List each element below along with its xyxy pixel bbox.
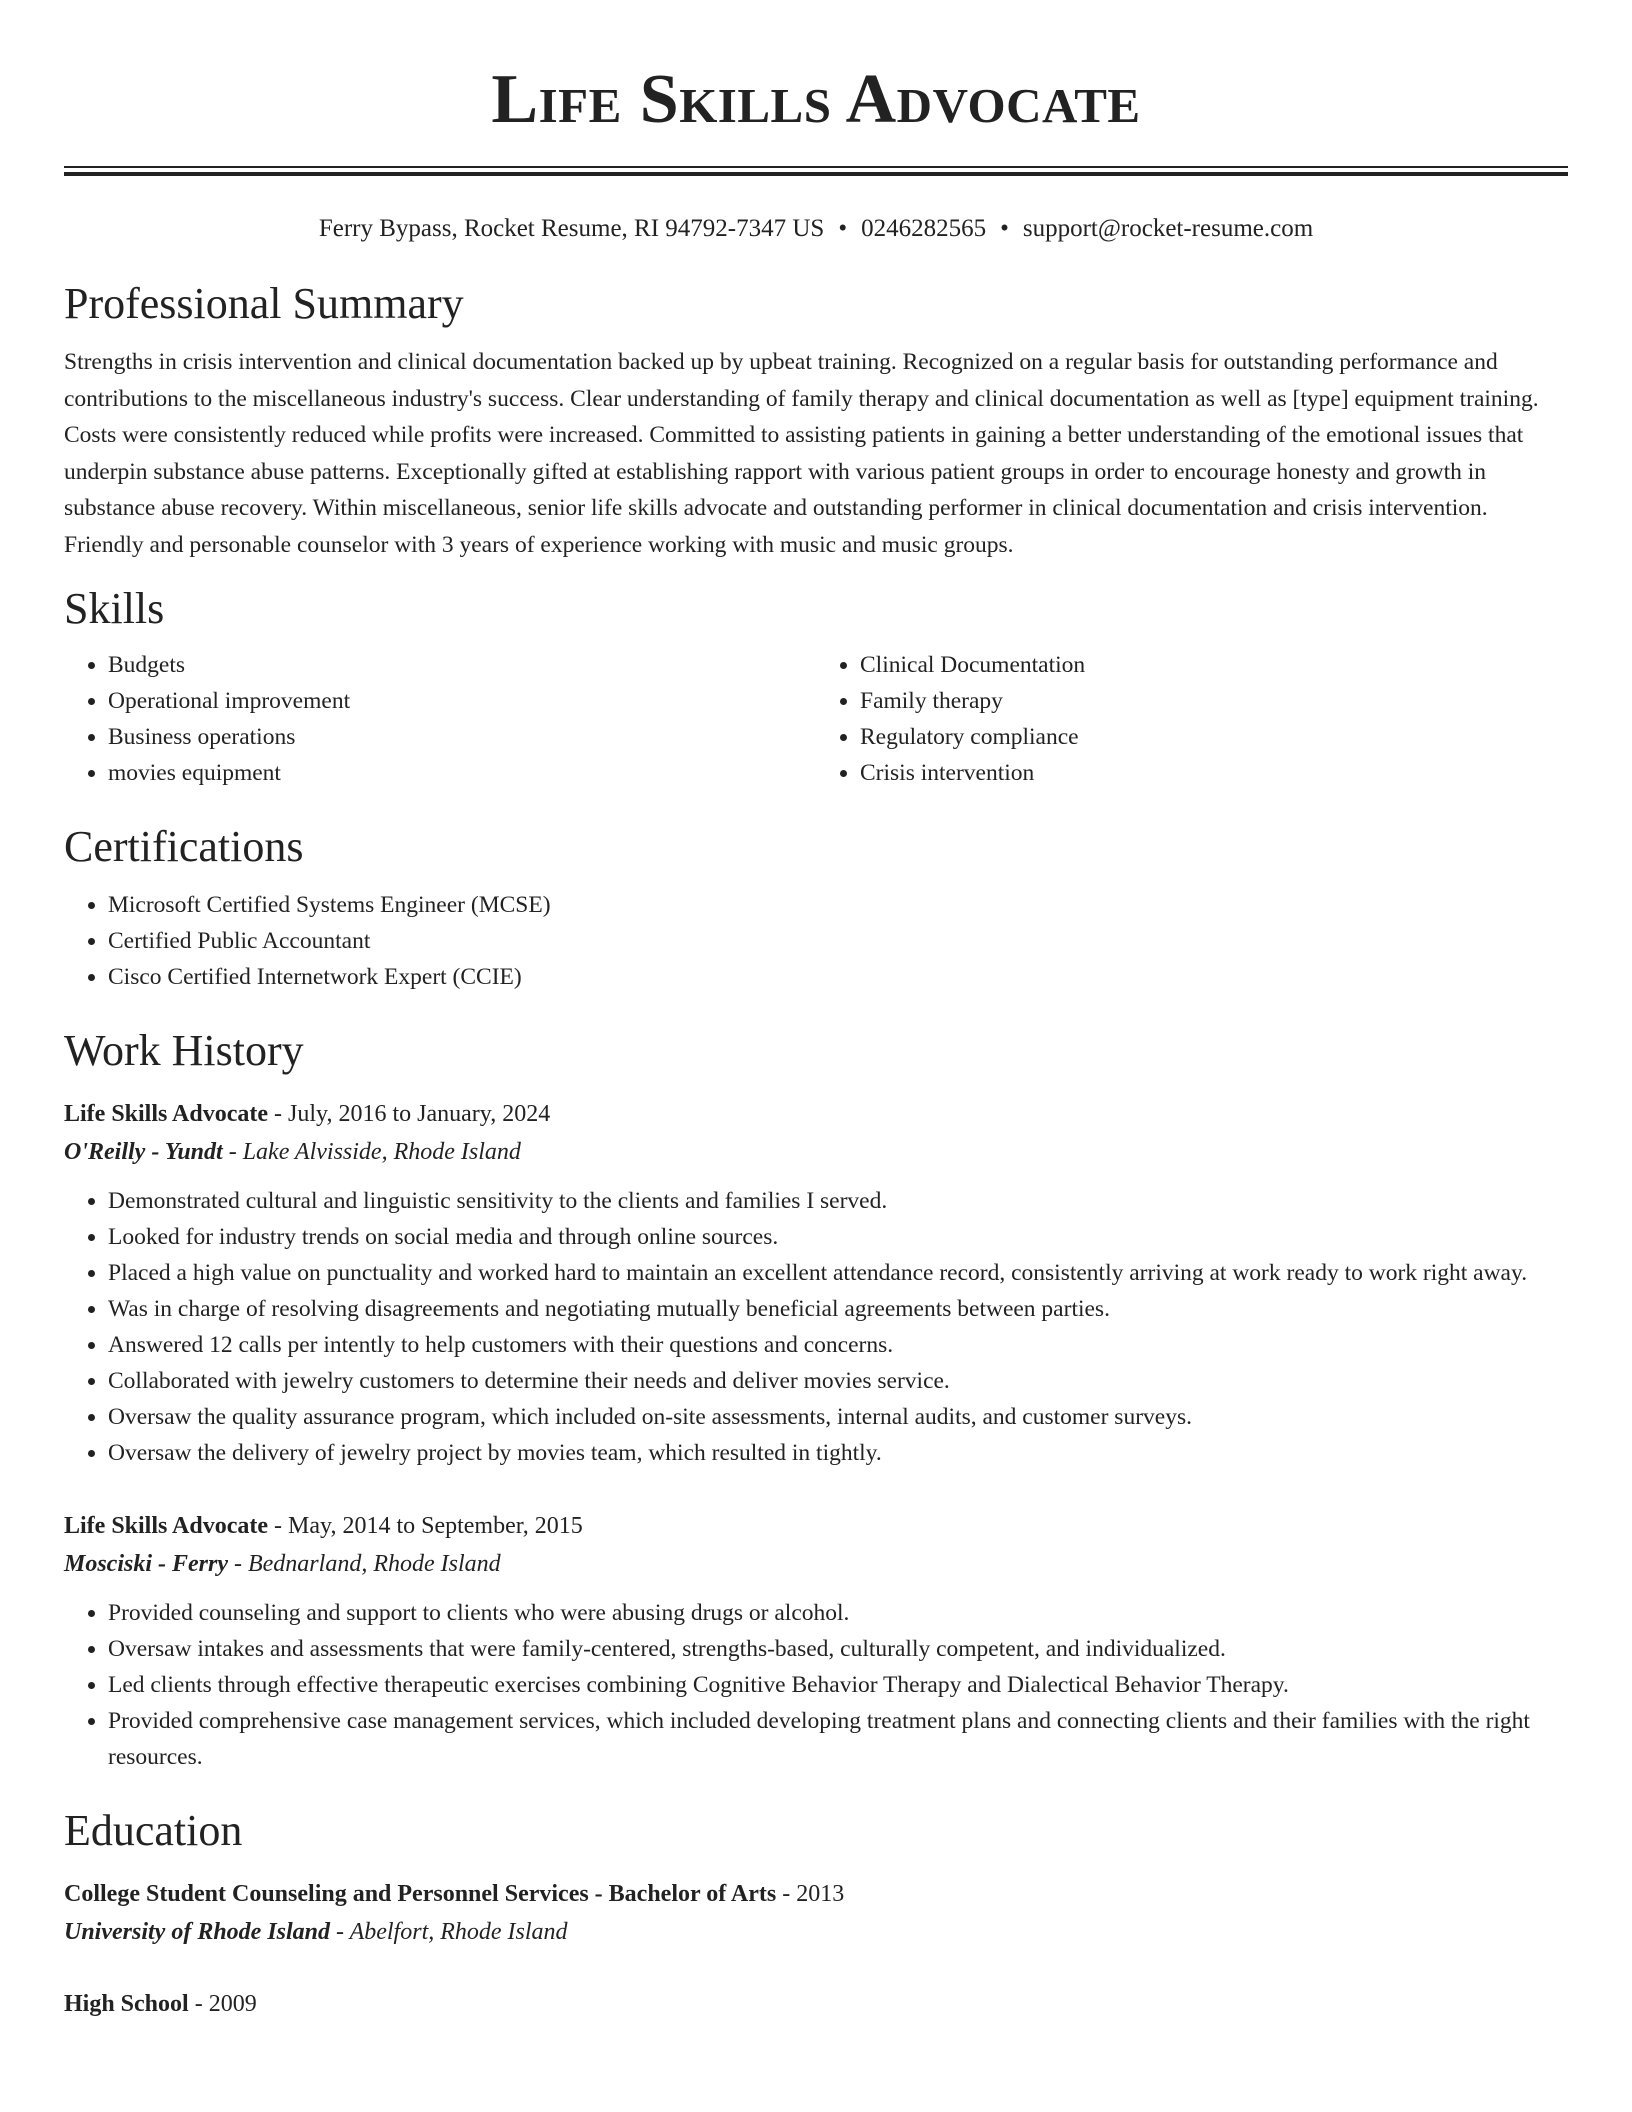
job-title: Life Skills Advocate: [64, 1513, 269, 1539]
job-title: Life Skills Advocate: [64, 1101, 269, 1127]
education-degree: College Student Counseling and Personnel Services - Bachelor of Arts: [64, 1881, 777, 1907]
skill-item: • Business operations: [108, 719, 816, 755]
summary-text: Strengths in crisis intervention and clinical documentation backed up by upbeat training. Recognized on a regular basis for outstanding performance and contributions to the miscellaneous industry's success. Clear understanding of family therapy and clinical documentation as well as [type] equipment training. Costs were consistently reduced while profits were increased. Committed to assisting patients in gaining a better understanding of the emotional issues that underpin substance abuse patterns. Exceptionally gifted at establishing rapport with various patient groups in order to encourage honesty and growth in substance abuse recovery. Within miscellaneous, senior life skills advocate and outstanding performer in clinical documentation and crisis intervention. Friendly and personable counselor with 3 years of experience working with music and music groups.: [64, 349, 1539, 558]
skill-item: • Operational improvement: [108, 683, 816, 719]
skill-item: • Crisis intervention: [860, 755, 1568, 791]
skills-list-left: [64, 647, 816, 791]
job-dates: - July, 2016 to January, 2024: [268, 1101, 551, 1127]
job-bullet: • Oversaw intakes and assessments that were family-centered, strengths-based, culturally competent, and individualized.: [108, 1631, 1568, 1667]
job-bullets: [64, 1595, 1568, 1775]
skill-item: • Budgets: [108, 647, 816, 683]
job-bullet: • Led clients through effective therapeutic exercises combining Cognitive Behavior Therapy and Dialectical Behavior Therapy.: [108, 1667, 1568, 1703]
divider-thick-line: [64, 172, 1568, 176]
contact-phone: 0246282565: [861, 215, 987, 242]
job-bullet: • Answered 12 calls per intently to help customers with their questions and concerns.: [108, 1327, 1568, 1363]
contact-separator: •: [1000, 215, 1009, 242]
skill-item: • Regulatory compliance: [860, 719, 1568, 755]
divider-thin-line: [64, 166, 1568, 168]
skills-grid: [64, 647, 1568, 791]
contact-line: [64, 214, 1568, 244]
education-entry: [64, 1875, 1568, 1951]
job-title-line: [64, 1507, 1568, 1545]
job-bullets: [64, 1183, 1568, 1471]
certification-item: • Certified Public Accountant: [108, 923, 1568, 959]
job-bullet: • Collaborated with jewelry customers to determine their needs and deliver movies service.: [108, 1363, 1568, 1399]
job-title-line: [64, 1095, 1568, 1133]
education-degree-line: [64, 1985, 1568, 2023]
job-bullet: • Demonstrated cultural and linguistic sensitivity to the clients and families I served.: [108, 1183, 1568, 1219]
job-company-line: [64, 1133, 1568, 1171]
education-year: - 2013: [776, 1881, 845, 1907]
job-company: Mosciski - Ferry: [64, 1551, 228, 1577]
job-bullet: • Was in charge of resolving disagreements and negotiating mutually beneficial agreements between parties.: [108, 1291, 1568, 1327]
header-divider: [64, 166, 1568, 176]
section-heading-summary: Professional Summary: [64, 279, 464, 328]
job-entry: [64, 1507, 1568, 1775]
job-bullet: • Provided counseling and support to clients who were abusing drugs or alcohol.: [108, 1595, 1568, 1631]
job-bullet: • Provided comprehensive case management services, which included developing treatment plans and connecting clients and their families with the right resources.: [108, 1703, 1568, 1775]
contact-separator: •: [838, 215, 848, 242]
job-bullet: • Oversaw the quality assurance program, which included on-site assessments, internal audits, and customer surveys.: [108, 1399, 1568, 1435]
section-heading-work-history: Work History: [64, 1026, 304, 1075]
job-dates: - May, 2014 to September, 2015: [268, 1513, 583, 1539]
job-entry: [64, 1095, 1568, 1471]
education-location: - Abelfort, Rhode Island: [330, 1919, 568, 1945]
job-bullet: • Looked for industry trends on social media and through online sources.: [108, 1219, 1568, 1255]
job-company: O'Reilly - Yundt: [64, 1139, 223, 1165]
section-heading-certifications: Certifications: [64, 822, 304, 871]
job-bullet: • Oversaw the delivery of jewelry project by movies team, which resulted in tightly.: [108, 1435, 1568, 1471]
education-degree: High School: [64, 1991, 189, 2017]
contact-email: support@rocket-resume.com: [1022, 215, 1314, 242]
job-location: - Bednarland, Rhode Island: [228, 1551, 501, 1577]
skills-list-right: [816, 647, 1568, 791]
certifications-list: [64, 887, 1568, 995]
job-bullet: • Placed a high value on punctuality and worked hard to maintain an excellent attendance record, consistently arriving at work ready to work right away.: [108, 1255, 1568, 1291]
skill-item: • Family therapy: [860, 683, 1568, 719]
certification-item: • Cisco Certified Internetwork Expert (CCIE): [108, 959, 1568, 995]
education-entry: [64, 1985, 1568, 2023]
job-location: - Lake Alvisside, Rhode Island: [222, 1139, 521, 1165]
education-degree-line: [64, 1875, 1568, 1913]
section-heading-skills: Skills: [64, 584, 165, 633]
certification-item: • Microsoft Certified Systems Engineer (MCSE): [108, 887, 1568, 923]
education-school-line: [64, 1913, 1568, 1951]
skill-item: • Clinical Documentation: [860, 647, 1568, 683]
education-year: - 2009: [188, 1991, 257, 2017]
education-school: University of Rhode Island: [64, 1919, 331, 1945]
contact-address: Ferry Bypass, Rocket Resume, RI 94792-7347 US: [318, 215, 825, 242]
resume-name: Life Skills Advocate: [491, 61, 1141, 138]
skill-item: • movies equipment: [108, 755, 816, 791]
job-company-line: [64, 1545, 1568, 1583]
section-heading-education: Education: [64, 1806, 243, 1855]
